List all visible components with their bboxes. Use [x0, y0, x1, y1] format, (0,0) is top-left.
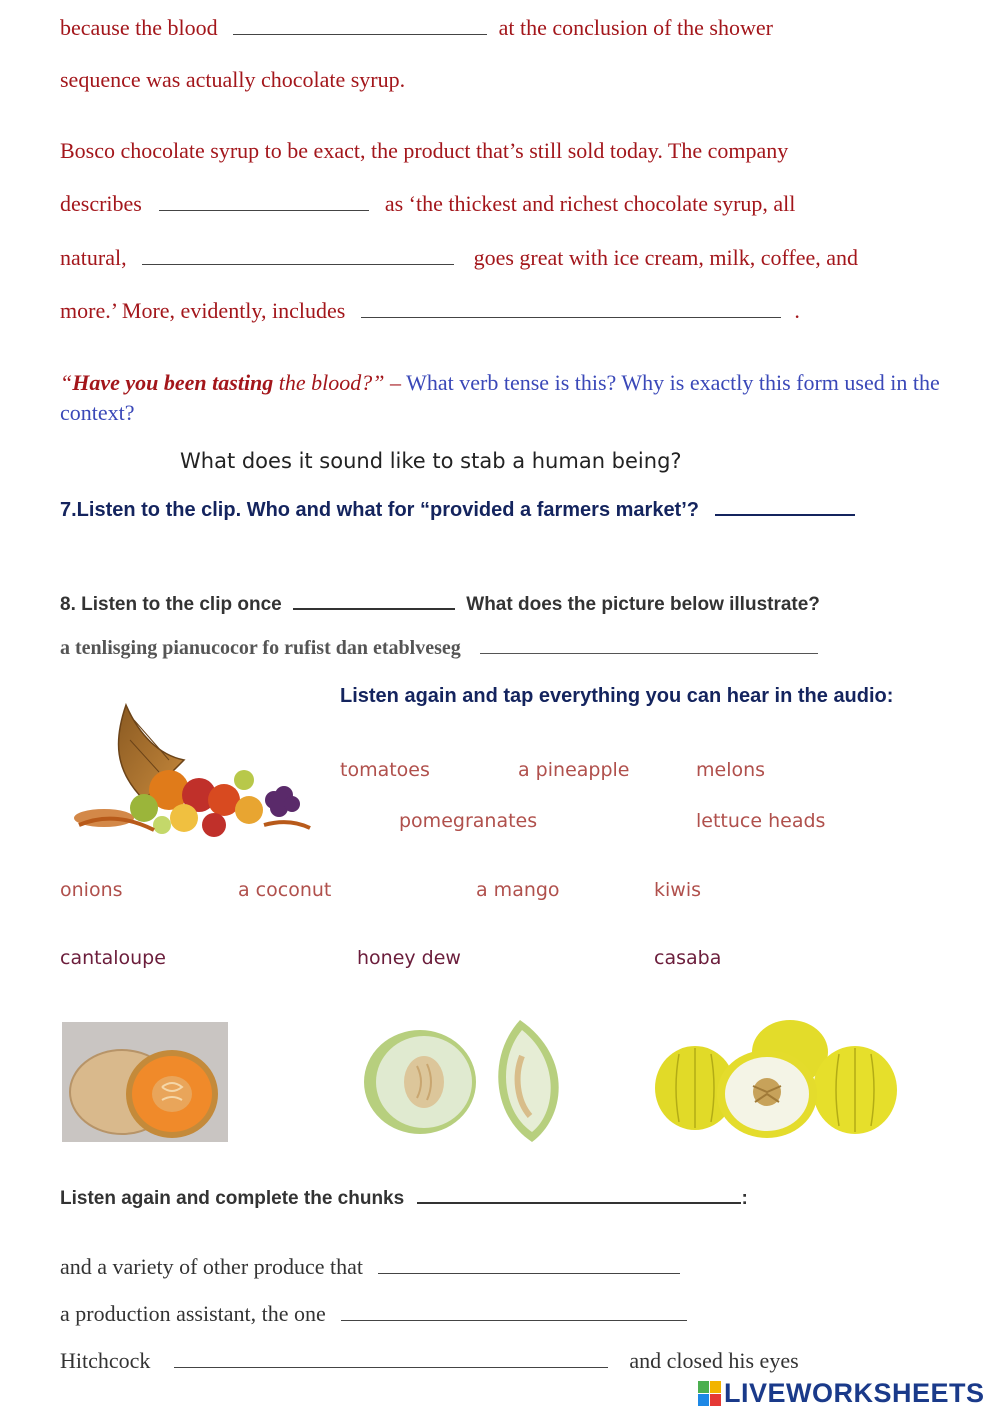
text: 7.Listen to the clip. Who and what for “provided a farmers market’? [60, 499, 699, 521]
text: : [741, 1188, 748, 1209]
text: and a variety of other produce that [60, 1254, 363, 1279]
para2-line2 [60, 190, 795, 217]
cantaloupe-image [62, 1022, 228, 1142]
blank-q7[interactable] [715, 498, 855, 516]
question-7 [60, 498, 855, 522]
para1-line2: sequence was actually chocolate syrup. [60, 67, 406, 92]
casaba-image [655, 1012, 900, 1142]
quote-bold: Have you been tasting [72, 370, 274, 395]
blank-2[interactable] [159, 190, 369, 211]
dash: – [384, 370, 407, 395]
text: natural, [60, 245, 127, 270]
word-cantaloupe[interactable]: cantaloupe [60, 947, 166, 969]
chunks-heading [60, 1186, 748, 1210]
text: because the blood [60, 15, 218, 40]
blank-chunk-2[interactable] [341, 1300, 687, 1321]
text: a production assistant, the one [60, 1301, 326, 1326]
text: more.’ More, evidently, includes [60, 298, 346, 323]
word-mango[interactable]: a mango [476, 879, 560, 901]
para1-line1 [60, 14, 773, 41]
logo-text: LIVEWORKSHEETS [724, 1378, 985, 1408]
text: Listen again and complete the chunks [60, 1188, 405, 1209]
text: describes [60, 191, 142, 216]
word-casaba[interactable]: casaba [654, 947, 722, 969]
quote-rest: the blood?” [273, 370, 385, 395]
word-coconut[interactable]: a coconut [238, 879, 332, 901]
quote-mark: “ [60, 370, 73, 395]
para2-line3 [60, 244, 858, 271]
text: as ‘the thickest and richest chocolate syrup, all [384, 191, 796, 216]
blank-q8[interactable] [293, 592, 455, 610]
chunk-1 [60, 1253, 680, 1280]
word-onions[interactable]: onions [60, 879, 123, 901]
question-8 [60, 592, 820, 616]
blank-chunks[interactable] [417, 1186, 741, 1204]
stab-question: What does it sound like to stab a human being? [180, 449, 682, 473]
text: at the conclusion of the shower [498, 15, 773, 40]
blank-3[interactable] [142, 244, 454, 265]
listen-again-heading: Listen again and tap everything you can hear in the audio: [340, 685, 894, 707]
text: What does the picture below illustrate? [466, 594, 820, 615]
text: and closed his eyes [629, 1348, 799, 1373]
para2-line4 [60, 297, 800, 324]
scrambled-text: a tenlisging pianucocor fo rufist dan etablveseg [60, 637, 461, 659]
chunk-3 [60, 1347, 799, 1374]
blank-4[interactable] [361, 297, 781, 318]
cornucopia-image [74, 700, 314, 840]
blank-chunk-1[interactable] [378, 1253, 680, 1274]
para2-line1: Bosco chocolate syrup to be exact, the product that’s still sold today. The company [60, 138, 789, 163]
logo-icon [698, 1381, 722, 1407]
text: goes great with ice cream, milk, coffee, and [473, 245, 859, 270]
verb-tense-question: What verb tense is this? Why is exactly this form used in the context? [60, 370, 940, 425]
liveworksheets-logo [698, 1378, 985, 1409]
chunk-2 [60, 1300, 687, 1327]
scrambled-line [60, 637, 818, 660]
blank-scrambled[interactable] [480, 637, 818, 654]
word-pomegranates[interactable]: pomegranates [399, 810, 538, 832]
word-tomatoes[interactable]: tomatoes [340, 759, 430, 781]
text: . [794, 298, 800, 323]
word-kiwis[interactable]: kiwis [654, 879, 701, 901]
blank-chunk-3[interactable] [174, 1347, 608, 1368]
word-honey-dew[interactable]: honey dew [357, 947, 461, 969]
quote-question [60, 368, 950, 428]
text: Hitchcock [60, 1348, 151, 1373]
honeydew-image [362, 1016, 574, 1146]
word-pineapple[interactable]: a pineapple [518, 759, 630, 781]
text: 8. Listen to the clip once [60, 594, 282, 615]
blank-1[interactable] [233, 14, 487, 35]
word-melons[interactable]: melons [696, 759, 766, 781]
word-lettuce-heads[interactable]: lettuce heads [696, 810, 826, 832]
